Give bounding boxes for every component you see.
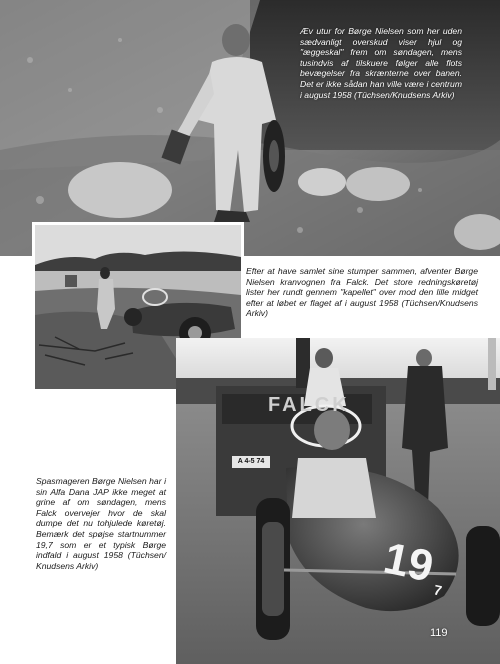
page-number: 119	[430, 627, 448, 639]
race-number: 19	[379, 533, 438, 592]
caption-top-photo: Æv utur for Børge Nielsen som her uden sædvanligt overskud viser hjul og "æggeskal" frem om søndagen, mens tusindvis af tilskuere følger alle flots bevægelser fra skrænterne over banen. Det er ikke sådan han ville være i centrum i august 1958 (Tüchsen/Knudsens Arkiv)	[300, 26, 462, 100]
photo-driver-in-car-19	[176, 338, 500, 664]
caption-middle-photo: Efter at have samlet sine stumper sammen, afventer Børge Nielsen kranvognen fra Falck. Det store redningskøretøj lister her rundt gennem "kapellet" over mod den lille midget efter at løbet er flaget af i august 1958 (Tüchsen/Knudsens Arkiv)	[246, 266, 478, 319]
race-number-suffix: 7	[432, 581, 444, 599]
caption-bottom-photo: Spasmageren Børge Nielsen har i sin Alfa Dana JAP ikke meget at grine af om søndagen, mens Falck overvejer hvor de skal dumpe det nu tohjulede køretøj. Bemærk det spøjse startnummer 19,7 som er et typisk Børge indfald i august 1958 (Tüchsen/ Knudsens Arkiv)	[36, 476, 166, 571]
license-plate: A 4-5 74	[237, 458, 265, 465]
truck-lettering: FALCK	[268, 394, 350, 416]
